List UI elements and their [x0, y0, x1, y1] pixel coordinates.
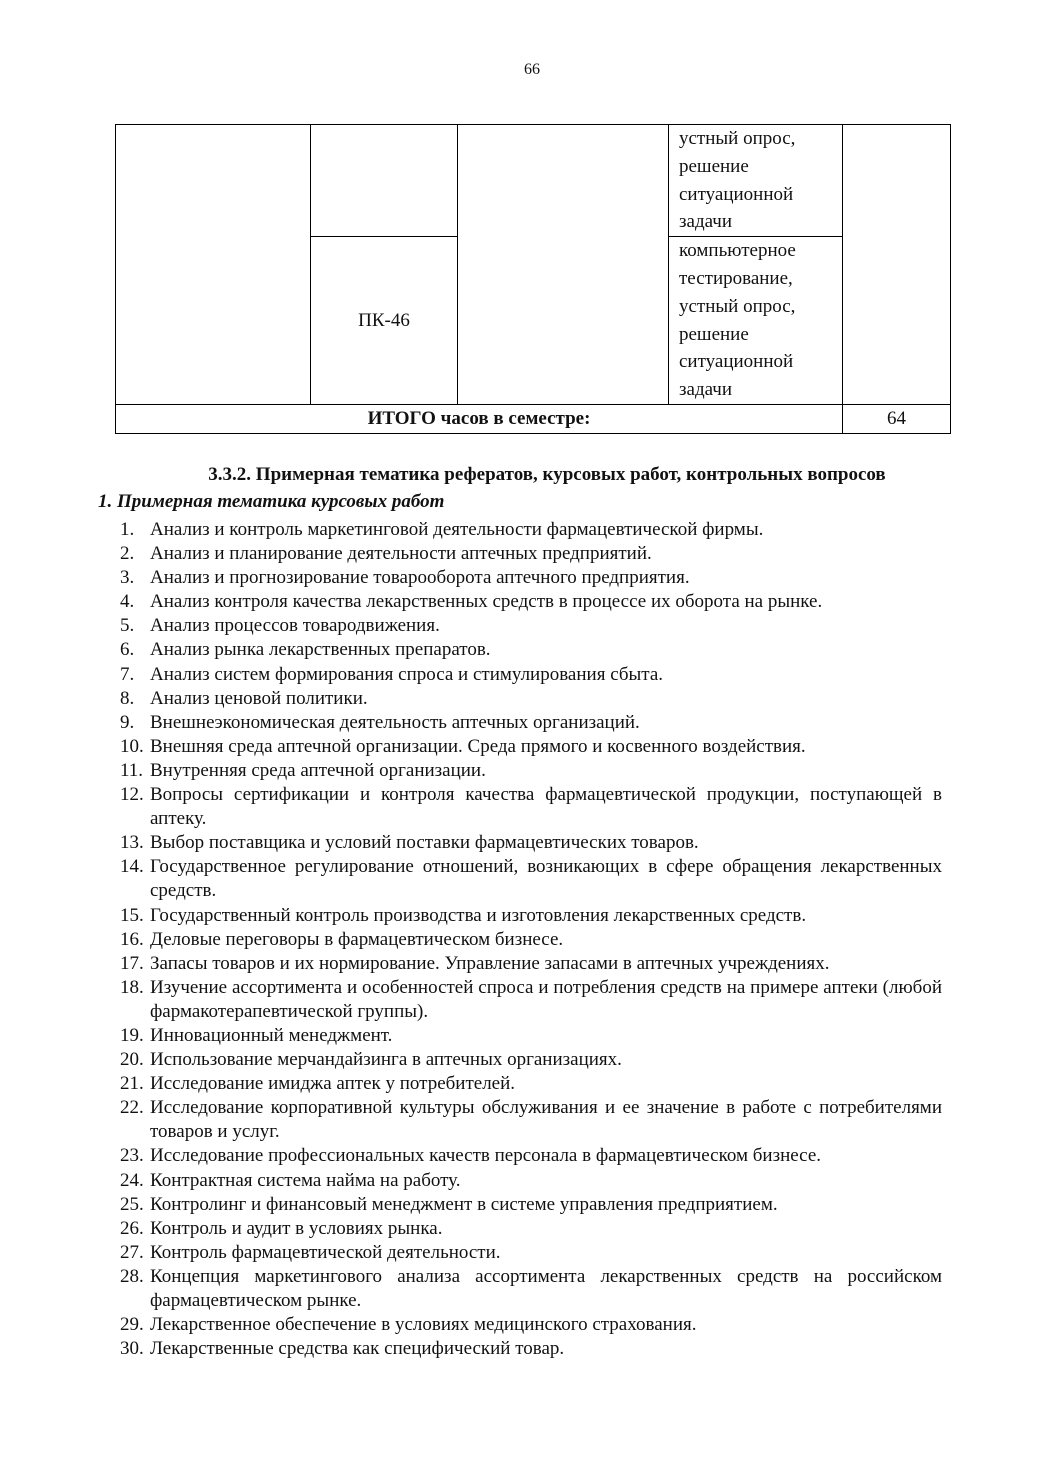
list-item	[120, 1241, 942, 1265]
list-item-number: 13.	[120, 832, 144, 854]
list-item	[120, 735, 942, 759]
assessment-form-cell	[669, 237, 843, 405]
table-row	[116, 125, 951, 237]
list-item-number: 11.	[120, 759, 144, 781]
list-item	[120, 1144, 942, 1168]
list-item	[120, 1193, 942, 1217]
total-label: ИТОГО часов в семестре:	[116, 404, 843, 433]
list-item-text: Лекарственное обеспечение в условиях медицинского страхования.	[150, 1314, 697, 1336]
list-item	[120, 928, 942, 952]
list-item-text: Внешняя среда аптечной организации. Среда прямого и косвенного воздействия.	[150, 735, 806, 757]
list-item-number: 12.	[120, 784, 144, 806]
list-item-text: Деловые переговоры в фармацевтическом бизнесе.	[150, 928, 564, 950]
list-item	[120, 711, 942, 735]
list-item	[120, 518, 942, 542]
list-item-text: Анализ и контроль маркетинговой деятельности фармацевтической фирмы.	[150, 519, 764, 540]
list-item-number: 14.	[120, 856, 144, 878]
list-item-number: 7.	[120, 663, 135, 685]
list-item-number: 17.	[120, 952, 144, 974]
assessment-form-cell	[669, 125, 843, 237]
list-item-text: Контроль фармацевтической деятельности.	[150, 1241, 501, 1263]
list-item-number: 30.	[120, 1338, 144, 1360]
list-item-number: 8.	[120, 687, 135, 709]
assessment-form-line: ситуационной	[679, 183, 794, 205]
list-item	[120, 904, 942, 928]
sub-title: 1. Примерная тематика курсовых работ	[98, 491, 445, 512]
list-item-text: Анализ ценовой политики.	[150, 687, 368, 709]
list-item-number: 16.	[120, 928, 144, 950]
list-item	[120, 831, 942, 855]
list-item-text: Исследование профессиональных качеств персонала в фармацевтическом бизнесе.	[150, 1145, 822, 1167]
list-item-number: 27.	[120, 1241, 144, 1263]
assessment-form-line: задачи	[679, 211, 733, 233]
list-item-number: 24.	[120, 1169, 144, 1191]
list-item-text: Запасы товаров и их нормирование. Управление запасами в аптечных учреждениях.	[150, 952, 830, 974]
list-item-text: Изучение ассортимента и особенностей спроса и потребления средств на примере аптеки (любой фармакотерапевтической группы).	[150, 976, 942, 1022]
table-cell-empty	[116, 125, 311, 405]
list-item-text: Исследование имиджа аптек у потребителей.	[150, 1073, 516, 1095]
list-item-number: 9.	[120, 711, 135, 733]
assessment-form-line: устный опрос,	[679, 295, 796, 317]
list-item-number: 6.	[120, 639, 135, 661]
table-cell-empty	[843, 125, 951, 405]
list-item-text: Концепция маркетингового анализа ассортимента лекарственных средств на российском фармацевтическом рынке.	[150, 1265, 942, 1311]
assessment-form-line: устный опрос,	[679, 128, 796, 149]
list-item-number: 1.	[120, 519, 135, 540]
list-item-text: Анализ контроля качества лекарственных средств в процессе их оборота на рынке.	[150, 591, 823, 613]
list-item-text: Контроль и аудит в условиях рынка.	[150, 1217, 443, 1239]
list-item-text: Лекарственные средства как специфический товар.	[150, 1338, 565, 1360]
list-item	[120, 614, 942, 638]
list-item-number: 5.	[120, 615, 135, 637]
list-item-text: Анализ систем формирования спроса и стимулирования сбыта.	[150, 663, 664, 685]
list-item	[120, 638, 942, 662]
assessment-table	[115, 124, 951, 434]
list-item-number: 21.	[120, 1073, 144, 1095]
assessment-form-line: компьютерное	[679, 240, 796, 262]
section-title: 3.3.2. Примерная тематика рефератов, курсовых работ, контрольных вопросов	[208, 464, 886, 485]
list-item-text: Использование мерчандайзинга в аптечных организациях.	[150, 1049, 622, 1071]
assessment-form-line: ситуационной	[679, 351, 794, 373]
list-item	[120, 855, 942, 903]
list-item-text: Выбор поставщика и условий поставки фармацевтических товаров.	[150, 832, 699, 854]
list-item	[120, 542, 942, 566]
list-item-text: Инновационный менеджмент.	[150, 1024, 393, 1046]
list-item	[120, 566, 942, 590]
list-item-text: Контрактная система найма на работу.	[150, 1169, 461, 1191]
assessment-form-line: задачи	[679, 379, 733, 401]
list-item-number: 29.	[120, 1314, 144, 1336]
list-item	[120, 1072, 942, 1096]
list-item	[120, 952, 942, 976]
list-item	[120, 976, 942, 1024]
list-item-number: 18.	[120, 976, 144, 998]
competence-code: ПК-46	[311, 237, 458, 405]
list-item-text: Анализ и планирование деятельности аптечных предприятий.	[150, 543, 652, 565]
assessment-form-line: тестирование,	[679, 267, 793, 289]
list-item	[120, 1169, 942, 1193]
list-item-number: 25.	[120, 1193, 144, 1215]
list-item-number: 22.	[120, 1097, 144, 1119]
assessment-form-line: решение	[679, 155, 749, 177]
list-item	[120, 663, 942, 687]
list-item	[120, 759, 942, 783]
assessment-form-line: решение	[679, 323, 749, 345]
table-cell-empty	[458, 125, 669, 405]
list-item-number: 19.	[120, 1024, 144, 1046]
list-item-text: Контролинг и финансовый менеджмент в системе управления предприятием.	[150, 1193, 778, 1215]
list-item-text: Анализ рынка лекарственных препаратов.	[150, 639, 491, 661]
table-row-total	[116, 404, 951, 433]
list-item-number: 26.	[120, 1217, 144, 1239]
page-number: 66	[524, 61, 540, 78]
list-item-text: Внутренняя среда аптечной организации.	[150, 759, 486, 781]
list-item-number: 15.	[120, 904, 144, 926]
list-item-number: 20.	[120, 1049, 144, 1071]
table-cell-empty	[311, 125, 458, 237]
total-hours: 64	[843, 404, 951, 433]
list-item-text: Анализ процессов товародвижения.	[150, 615, 440, 637]
list-item	[120, 687, 942, 711]
list-item	[120, 1265, 942, 1313]
list-item-number: 4.	[120, 591, 135, 613]
list-item-text: Внешнеэкономическая деятельность аптечных организаций.	[150, 711, 640, 733]
list-item	[120, 590, 942, 614]
list-item-number: 2.	[120, 543, 135, 565]
list-item	[120, 1313, 942, 1337]
list-item	[120, 783, 942, 831]
list-item-number: 3.	[120, 567, 135, 589]
topics-list	[120, 518, 942, 1361]
list-item	[120, 1024, 942, 1048]
list-item-text: Исследование корпоративной культуры обслуживания и ее значение в работе с потребителями товаров и услуг.	[150, 1097, 942, 1143]
list-item-text: Государственный контроль производства и изготовления лекарственных средств.	[150, 904, 807, 926]
list-item-text: Анализ и прогнозирование товарооборота аптечного предприятия.	[150, 567, 690, 589]
list-item	[120, 1096, 942, 1144]
list-item	[120, 1217, 942, 1241]
list-item-number: 28.	[120, 1265, 144, 1287]
list-item-number: 10.	[120, 735, 144, 757]
list-item	[120, 1048, 942, 1072]
list-item	[120, 1337, 942, 1361]
list-item-text: Государственное регулирование отношений, возникающих в сфере обращения лекарственных средств.	[150, 856, 942, 902]
list-item-number: 23.	[120, 1145, 144, 1167]
list-item-text: Вопросы сертификации и контроля качества фармацевтической продукции, поступающей в аптеку.	[150, 784, 942, 830]
